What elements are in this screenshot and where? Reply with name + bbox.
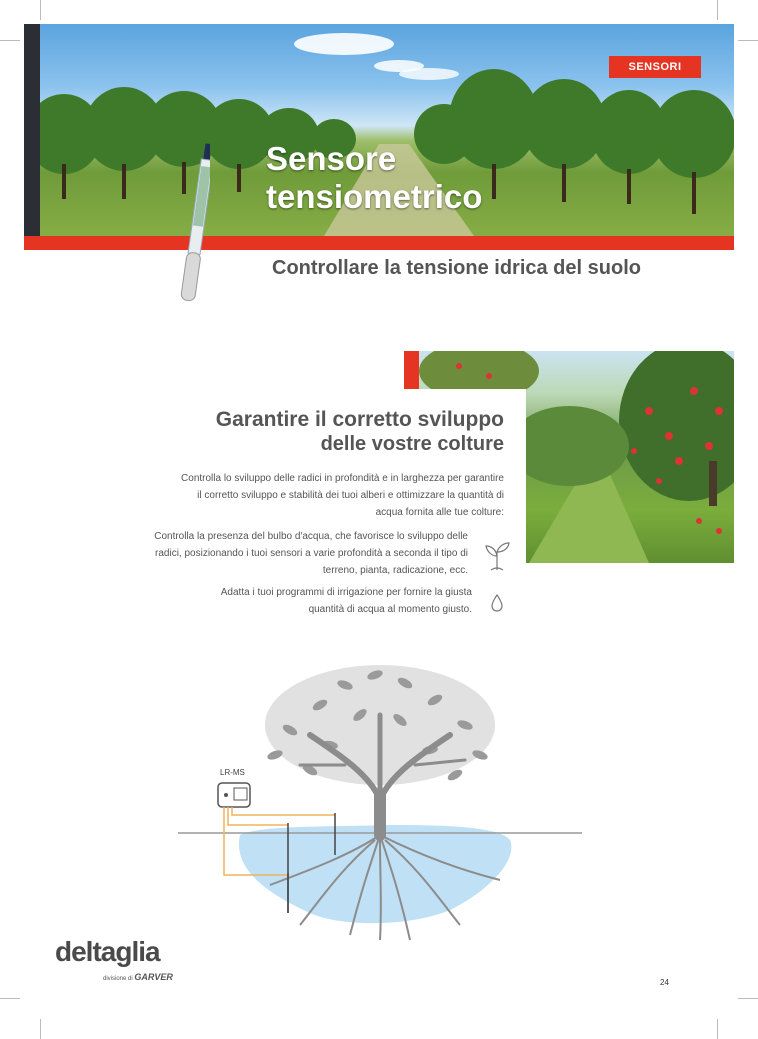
company-logo: deltaglia	[55, 936, 160, 967]
sensor-device	[218, 783, 250, 807]
logo-tagline-text: divisione di	[103, 976, 133, 982]
page-subtitle: Controllare la tensione idrica del suolo	[272, 257, 641, 279]
hero-title-line1: Sensore	[266, 140, 397, 177]
hero-title-line2: tensiometrico	[266, 178, 483, 215]
logo-tagline	[103, 972, 173, 982]
brand-name: GARVER	[134, 972, 173, 982]
tensiometer-probe-icon	[170, 140, 210, 310]
crop-mark	[40, 1019, 41, 1039]
category-badge: SENSORI	[609, 56, 701, 78]
hero-red-bar	[24, 236, 734, 250]
section-subheading: delle vostre colture	[320, 433, 504, 455]
section-body-text: Controlla lo sviluppo delle radici in profondità e in larghezza per garantire il corretto sviluppo e stabilità dei tuoi alberi e ottimizzare la quantità di acqua fornita alle tue colture:	[181, 473, 504, 518]
crop-mark	[738, 998, 758, 999]
section-heading: Garantire il corretto sviluppo	[215, 408, 504, 431]
crop-mark	[0, 40, 20, 41]
crop-mark	[717, 1019, 718, 1039]
page-number: 24	[660, 978, 669, 987]
crop-mark	[717, 0, 718, 20]
bullet-text-root-bulb: Controlla la presenza del bulbo d'acqua, che favorisce lo sviluppo delle radici, posizionando i tuoi sensori a varie profondità a seconda il tipo di terreno, pianta, radicazione, ecc.	[154, 531, 468, 576]
device-label: LR-MS	[220, 768, 245, 777]
hero-side-strip	[24, 24, 40, 236]
crop-mark	[738, 40, 758, 41]
crop-mark	[40, 0, 41, 20]
crop-mark	[0, 998, 20, 999]
water-drop-icon	[490, 593, 504, 613]
tree-root-sensor-diagram	[170, 655, 590, 945]
hero-title	[266, 140, 586, 216]
water-bulb-zone	[239, 825, 511, 923]
bullet-text-irrigation: Adatta i tuoi programmi di irrigazione per fornire la giusta quantità di acqua al momento giusto.	[220, 587, 472, 615]
sprout-icon	[483, 534, 511, 572]
